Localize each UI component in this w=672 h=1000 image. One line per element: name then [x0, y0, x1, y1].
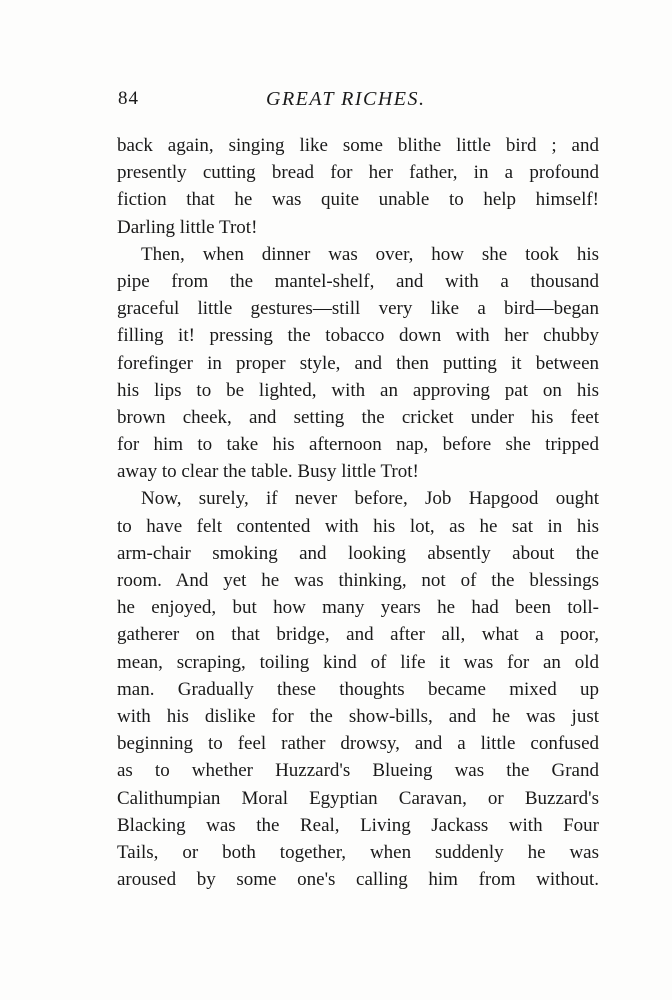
- text-line: forefinger in proper style, and then putting it between: [117, 352, 599, 374]
- text-line: Calithumpian Moral Egyptian Caravan, or Buzzard's: [117, 787, 599, 809]
- body-text: [117, 132, 599, 893]
- text-line: Then, when dinner was over, how she took his: [141, 243, 599, 265]
- text-line: beginning to feel rather drowsy, and a little confused: [117, 733, 599, 755]
- text-line: graceful little gestures—still very like a bird—began: [117, 298, 599, 320]
- text-line: Blacking was the Real, Living Jackass with Four: [117, 814, 599, 836]
- text-line: as to whether Huzzard's Blueing was the Grand: [117, 760, 599, 782]
- text-line: arm-chair smoking and looking absently about the: [117, 542, 599, 564]
- text-line: brown cheek, and setting the cricket under his feet: [117, 406, 599, 428]
- text-line: presently cutting bread for her father, in a profound: [117, 162, 599, 184]
- text-line: away to clear the table. Busy little Trot!: [117, 461, 419, 483]
- text-line: mean, scraping, toiling kind of life it was for an old: [117, 651, 599, 673]
- text-line: with his dislike for the show-bills, and he was just: [117, 705, 599, 727]
- text-line: to have felt contented with his lot, as he sat in his: [117, 515, 599, 537]
- text-line: fiction that he was quite unable to help himself!: [117, 189, 599, 211]
- text-line: pipe from the mantel-shelf, and with a thousand: [117, 270, 599, 292]
- text-line: filling it! pressing the tobacco down with her chubby: [117, 325, 599, 347]
- text-line: Darling little Trot!: [117, 216, 258, 238]
- text-line: for him to take his afternoon nap, before she tripped: [117, 434, 599, 456]
- text-line: he enjoyed, but how many years he had been toll-: [117, 597, 599, 619]
- text-line: his lips to be lighted, with an approving pat on his: [117, 379, 599, 401]
- text-line: gatherer on that bridge, and after all, what a poor,: [117, 624, 599, 646]
- text-line: man. Gradually these thoughts became mixed up: [117, 678, 599, 700]
- page-header: [118, 88, 598, 118]
- text-line: Tails, or both together, when suddenly he was: [117, 841, 599, 863]
- page-number: 84: [118, 88, 139, 109]
- text-line: back again, singing like some blithe little bird ; and: [117, 135, 599, 156]
- text-line: room. And yet he was thinking, not of the blessings: [117, 570, 599, 591]
- text-line: Now, surely, if never before, Job Hapgood ought: [141, 488, 599, 510]
- running-head: GREAT RICHES.: [266, 88, 426, 110]
- text-line: aroused by some one's calling him from without.: [117, 869, 599, 891]
